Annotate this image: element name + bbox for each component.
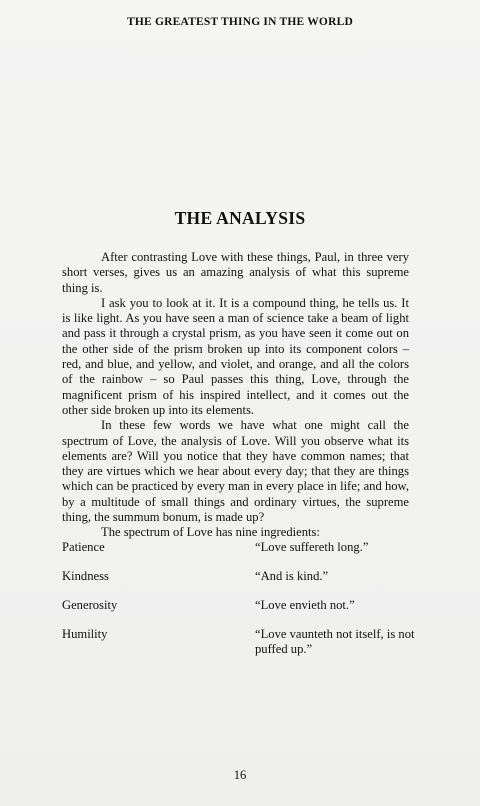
ingredient-name: Patience [62, 540, 105, 554]
paragraph: I ask you to look at it. It is a compound thing, he tells us. It is like light. As you have seen a man of science take a beam of light and pass it through a crystal prism, as you have seen it come out on the other side of the prism broken up into its component colors – red, and blue, and yellow, and violet, and orange, and all the colors of the rainbow – so Paul passes this thing, Love, through the magnificent prism of his inspired intellect, and it comes out the other side broken up into its elements. [62, 295, 409, 417]
ingredient-row [62, 540, 422, 569]
ingredient-quote: “And is kind.” [255, 569, 329, 583]
paragraph: In these few words we have what one might call the spectrum of Love, the analysis of Love. Will you observe what its elements are? Will you notice that they have common names; that they are virtues which we hear about every day; that they are things which can be practiced by every man in every place in life; and how, by a multitude of small things and ordinary virtues, the supreme thing, the summum bonum, is made up? [62, 418, 409, 525]
ingredient-row [62, 627, 422, 656]
ingredient-name: Kindness [62, 569, 109, 583]
page-number: 16 [233, 768, 247, 782]
ingredient-quote: “Love vaunteth not itself, is not puffed up.” [255, 627, 415, 657]
chapter-title: THE ANALYSIS [174, 208, 306, 228]
body-text [62, 250, 409, 541]
ingredients-list [62, 540, 422, 656]
paragraph: After contrasting Love with these things, Paul, in three very short verses, gives us an amazing analysis of what this supreme thing is. [62, 250, 409, 295]
ingredient-name: Humility [62, 627, 108, 641]
running-header: THE GREATEST THING IN THE WORLD [127, 16, 353, 28]
ingredient-row [62, 598, 422, 627]
ingredient-name: Generosity [62, 598, 118, 612]
ingredient-quote: “Love suffereth long.” [255, 540, 369, 554]
paragraph: The spectrum of Love has nine ingredients: [101, 525, 320, 540]
ingredient-row [62, 569, 422, 598]
ingredient-quote: “Love envieth not.” [255, 598, 355, 612]
